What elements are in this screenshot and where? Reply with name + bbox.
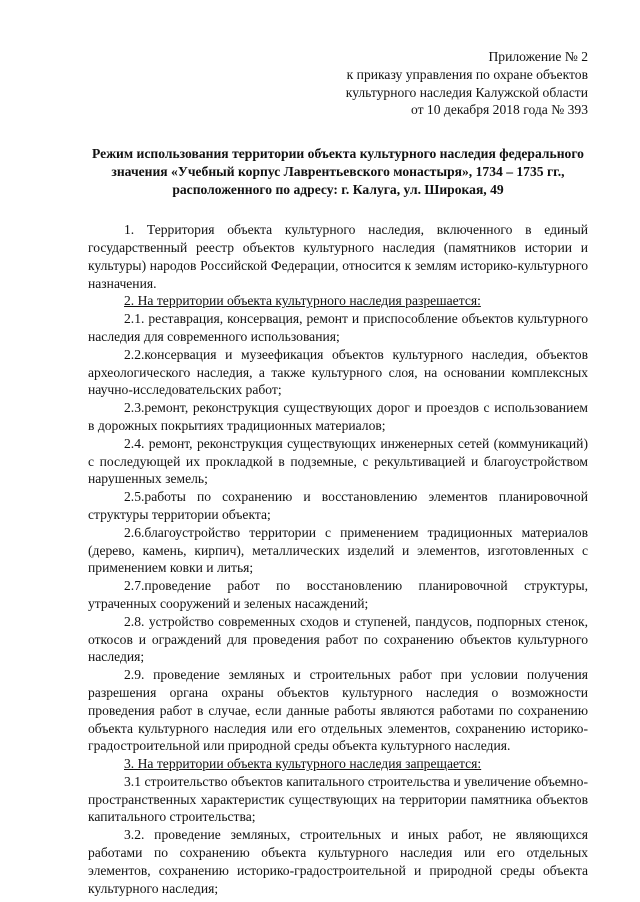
appendix-line-1: Приложение № 2 — [488, 49, 588, 64]
section-3-heading: 3. На территории объекта культурного наследия запрещается: — [124, 756, 482, 772]
paragraph-2-4: 2.4. ремонт, реконструкция существующих инженерных сетей (коммуникаций) с последующей их прокладкой в подземные, с рекультивацией и благоустройством нарушенных земель; — [88, 435, 588, 487]
section-2-heading: 2. На территории объекта культурного наследия разрешается: — [124, 293, 481, 309]
paragraph-1: 1. Территория объекта культурного наследия, включенного в единый государственный реестр объектов культурного наследия (памятников истории и культуры) народов Российской Федерации, относится к землям историко-культурного назначения. — [88, 222, 588, 291]
paragraph-2-7: 2.7.проведение работ по восстановлению планировочной структуры, утраченных сооружений и зеленых насаждений; — [88, 578, 588, 611]
paragraph-2-6: 2.6.благоустройство территории с применением традиционных материалов (дерево, камень, кирпич), металлических изделий и элементов, изготовленных с применением ковки и литья; — [88, 524, 588, 576]
paragraph-3-1: 3.1 строительство объектов капитального строительства и увеличение объемно-пространственных характеристик существующих на территории памятника объектов капитального строительства; — [88, 773, 588, 825]
paragraph-3-2: 3.2. проведение земляных, строительных и иных работ, не являющихся работами по сохранению объекта культурного наследия или его отдельных элементов, сохранению историко-градостроительной и природной среды объекта культурного наследия; — [88, 827, 588, 896]
appendix-header — [88, 48, 588, 119]
paragraph-2-2: 2.2.консервация и музеефикация объектов культурного наследия, объектов археологического наследия, а также культурного слоя, на основании комплексных научно-исследовательских работ; — [88, 346, 588, 398]
paragraph-2-9: 2.9. проведение земляных и строительных работ при условии получения разрешения органа охраны объектов культурного наследия о возможности проведения работ в случае, если данные работы являются работами по сохранению объекта культурного наследия или его отдельных элементов, сохранению историко-градостроительной или природной среды объекта культурного наследия. — [88, 667, 588, 754]
document-page — [88, 48, 588, 897]
paragraph-2-5: 2.5.работы по сохранению и восстановлению элементов планировочной структуры территории объекта; — [88, 489, 588, 522]
paragraph-2-3: 2.3.ремонт, реконструкция существующих дорог и проездов с использованием в дорожных покрытиях традиционных материалов; — [88, 400, 588, 433]
paragraph-2-8: 2.8. устройство современных сходов и ступеней, пандусов, подпорных стенок, откосов и ограждений для проведения работ по сохранению объектов культурного наследия; — [88, 613, 588, 665]
appendix-line-2: к приказу управления по охране объектов — [346, 66, 588, 82]
appendix-line-4: от 10 декабря 2018 года № 393 — [410, 102, 588, 118]
appendix-line-3: культурного наследия Калужской области — [345, 84, 588, 100]
document-title: Режим использования территории объекта культурного наследия федерального значения «Учебный корпус Лаврентьевского монастыря», 1734 – 1735 гг., расположенного по адресу: г. Калуга, ул. Широкая, 49 — [92, 146, 584, 198]
paragraph-2-1: 2.1. реставрация, консервация, ремонт и приспособление объектов культурного наследия для современного использования; — [88, 311, 588, 344]
